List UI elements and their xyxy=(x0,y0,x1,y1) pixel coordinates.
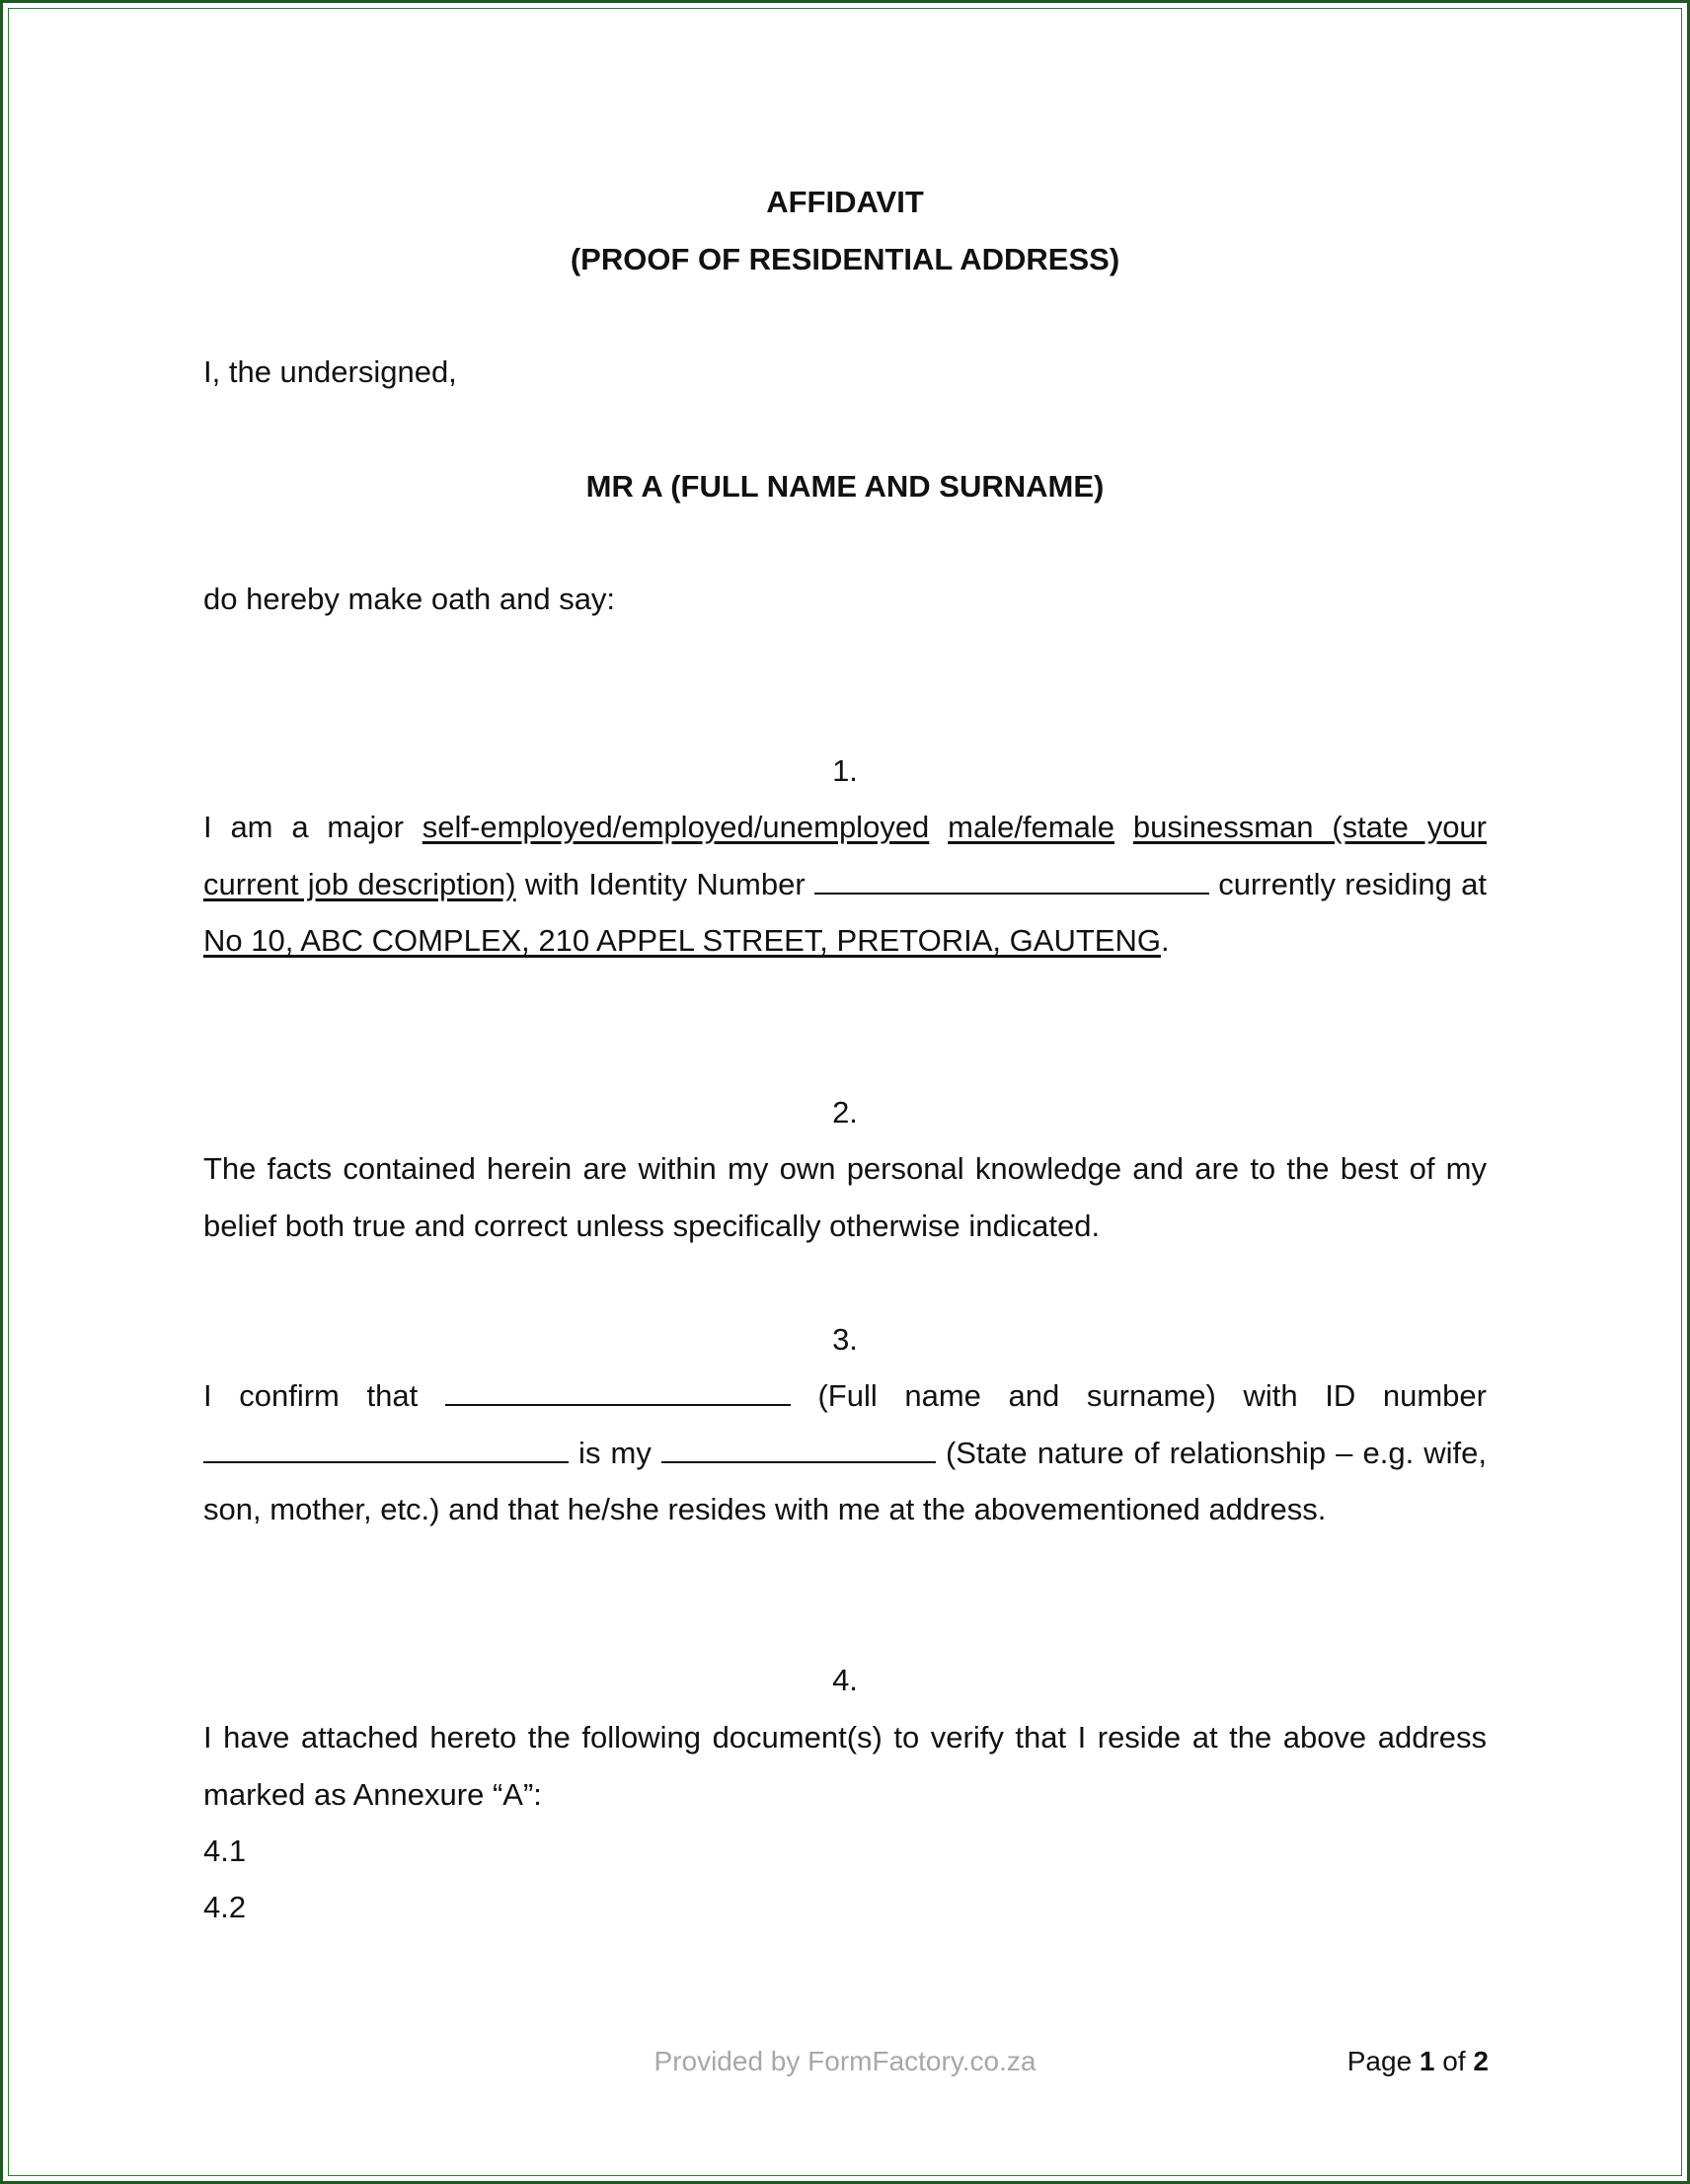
annexure-item: 4.2 xyxy=(203,1890,247,1924)
annexure-item: 4.1 xyxy=(203,1833,247,1868)
section-3-text: (State nature of relationship – e.g. wife, son, mother, etc.) and that he/she resides with me at the abovementioned address. xyxy=(203,1435,1487,1527)
section-4-number: 4. xyxy=(832,1663,858,1697)
relationship-blank[interactable] xyxy=(661,1436,936,1463)
section-1-paragraph xyxy=(203,799,1487,970)
footer-provided-by: Provided by FormFactory.co.za xyxy=(653,2046,1037,2076)
section-3-text: is my xyxy=(569,1435,661,1470)
full-name-blank[interactable] xyxy=(445,1378,791,1406)
page-number xyxy=(1347,2042,1489,2081)
page-current: 1 xyxy=(1419,2046,1435,2076)
id-number-blank[interactable] xyxy=(203,1436,569,1463)
intro-text: I, the undersigned, xyxy=(203,354,457,389)
section-3-text: (Full name and surname) with ID number xyxy=(790,1378,1487,1413)
residential-address: No 10, ABC COMPLEX, 210 APPEL STREET, PRETORIA, GAUTENG xyxy=(203,923,1161,959)
section-2-number: 2. xyxy=(832,1095,858,1130)
section-4-paragraph: I have attached hereto the following document(s) to verify that I reside at the above address marked as Annexure “A”: xyxy=(203,1720,1487,1812)
deponent-name: MR A (FULL NAME AND SURNAME) xyxy=(585,469,1105,504)
document-subtitle: (PROOF OF RESIDENTIAL ADDRESS) xyxy=(570,242,1120,276)
employment-status: self-employed/employed/unemployed xyxy=(422,810,930,844)
gender: male/female xyxy=(948,810,1114,844)
section-1-space xyxy=(929,810,948,844)
section-1-text: with Identity Number xyxy=(515,866,814,901)
page-of: of xyxy=(1434,2046,1474,2076)
identity-number-blank[interactable] xyxy=(814,867,1209,895)
job-description: businessman (state your current job description) xyxy=(203,810,1488,901)
section-3-text: I confirm that xyxy=(203,1378,445,1413)
section-1-space xyxy=(1114,810,1133,844)
document-title: AFFIDAVIT xyxy=(766,185,924,219)
section-3-number: 3. xyxy=(832,1322,858,1357)
section-1-text: . xyxy=(1160,923,1170,959)
section-3-paragraph xyxy=(203,1367,1487,1538)
page-label: Page xyxy=(1346,2046,1420,2076)
section-1-number: 1. xyxy=(832,753,858,788)
section-1-text: currently residing at xyxy=(1208,866,1487,901)
section-1-text: I am a major xyxy=(203,810,422,844)
oath-text: do hereby make oath and say: xyxy=(203,582,616,616)
page-total: 2 xyxy=(1473,2046,1489,2076)
section-2-paragraph: The facts contained herein are within my own personal knowledge and are to the best of my belief both true and correct unless specifically otherwise indicated. xyxy=(203,1151,1487,1243)
